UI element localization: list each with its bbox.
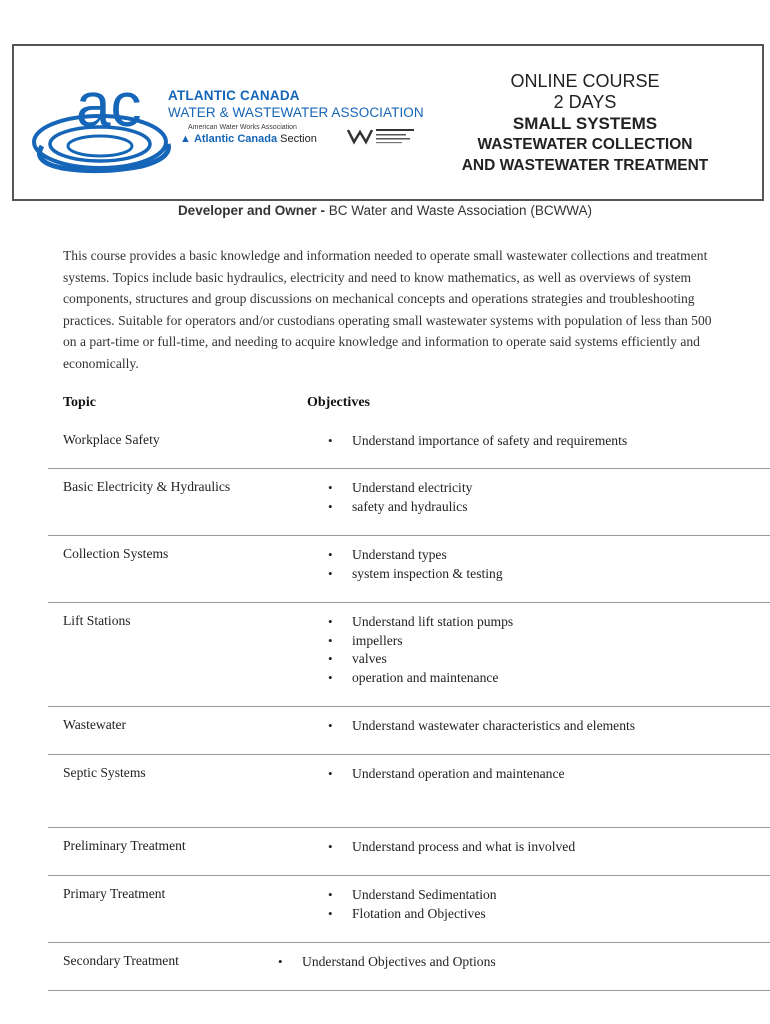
objective-item: • valves bbox=[328, 650, 513, 669]
objective-item: • system inspection & testing bbox=[328, 565, 503, 584]
table-row bbox=[48, 469, 770, 536]
topic-cell: Secondary Treatment bbox=[63, 953, 179, 968]
topic-cell: Preliminary Treatment bbox=[63, 838, 186, 853]
objective-item: • Understand importance of safety and requirements bbox=[328, 432, 627, 451]
objective-item: • Understand process and what is involved bbox=[328, 838, 575, 857]
section-word: Section bbox=[280, 133, 317, 145]
objectives-list bbox=[328, 546, 503, 583]
svg-text:ac: ac bbox=[76, 74, 142, 140]
objective-item: • Understand Sedimentation bbox=[328, 886, 497, 905]
objectives-list bbox=[328, 886, 497, 923]
topic-cell: Septic Systems bbox=[63, 765, 146, 780]
awwa-triangle-icon: ▲ bbox=[180, 133, 191, 145]
topic-column-header: Topic bbox=[63, 395, 96, 410]
table-row bbox=[48, 876, 770, 943]
section-name: Atlantic Canada bbox=[193, 133, 278, 145]
awwa-line: American Water Works Association bbox=[188, 124, 297, 131]
objectives-list bbox=[328, 432, 627, 451]
course-title-line: AND WASTEWATER TREATMENT bbox=[461, 157, 709, 174]
topic-cell: Workplace Safety bbox=[63, 432, 160, 447]
developer-value: BC Water and Waste Association (BCWWA) bbox=[324, 203, 593, 218]
topic-cell: Wastewater bbox=[63, 717, 127, 732]
objectives-list bbox=[328, 717, 635, 736]
table-row bbox=[48, 536, 770, 603]
course-description: This course provides a basic knowledge and information needed to operate small wastewater collections and treatment systems. Topics include basic hydraulics, electricity and need to know mathematics, as well as overviews of system components, structures and group discussions on mechanical concepts and operations strategies and troubleshooting practices. Suitable for operators and/or custodians operating small wastewater systems with population of less than 500 on a part-time or full-time, and needing to acquire knowledge and information to operate said systems efficiently and economically. bbox=[63, 248, 712, 371]
org-name-line1: ATLANTIC CANADA bbox=[168, 88, 300, 103]
wef-logo-icon bbox=[346, 126, 426, 146]
objectives-list bbox=[328, 613, 513, 687]
header-box bbox=[12, 44, 764, 201]
topic-cell: Primary Treatment bbox=[63, 886, 166, 901]
course-title bbox=[420, 71, 750, 176]
objectives-list bbox=[328, 765, 565, 784]
objective-item: • Understand operation and maintenance bbox=[328, 765, 565, 784]
section-line bbox=[180, 133, 317, 145]
objectives-list bbox=[328, 838, 575, 857]
objectives-column-header: Objectives bbox=[307, 395, 370, 410]
objective-item: • Understand types bbox=[328, 546, 503, 565]
course-title-line: 2 DAYS bbox=[553, 92, 617, 112]
developer-label: Developer and Owner - bbox=[177, 203, 325, 218]
objective-item: • Understand wastewater characteristics and elements bbox=[328, 717, 635, 736]
objectives-list bbox=[278, 953, 496, 972]
topic-cell: Basic Electricity & Hydraulics bbox=[63, 479, 231, 494]
objective-item: • Understand Objectives and Options bbox=[278, 953, 496, 972]
objective-item: • Understand electricity bbox=[328, 479, 472, 498]
course-title-line: ONLINE COURSE bbox=[510, 71, 660, 91]
objective-item: • safety and hydraulics bbox=[328, 498, 472, 517]
table-row bbox=[48, 755, 770, 828]
topic-cell: Lift Stations bbox=[63, 613, 131, 628]
table-row bbox=[48, 828, 770, 876]
objectives-list bbox=[328, 479, 472, 516]
org-name-line2: WATER & WASTEWATER ASSOCIATION bbox=[168, 105, 424, 120]
developer-line bbox=[0, 203, 770, 218]
topic-cell: Collection Systems bbox=[63, 546, 169, 561]
course-title-line: SMALL SYSTEMS bbox=[512, 114, 658, 133]
table-row bbox=[48, 943, 770, 991]
objective-item: • impellers bbox=[328, 632, 513, 651]
objective-item: • Flotation and Objectives bbox=[328, 905, 497, 924]
objective-item: • Understand lift station pumps bbox=[328, 613, 513, 632]
table-row bbox=[48, 603, 770, 707]
table-row bbox=[48, 422, 770, 469]
course-title-line: WASTEWATER COLLECTION bbox=[477, 136, 693, 153]
table-row bbox=[48, 707, 770, 755]
objective-item: • operation and maintenance bbox=[328, 669, 513, 688]
